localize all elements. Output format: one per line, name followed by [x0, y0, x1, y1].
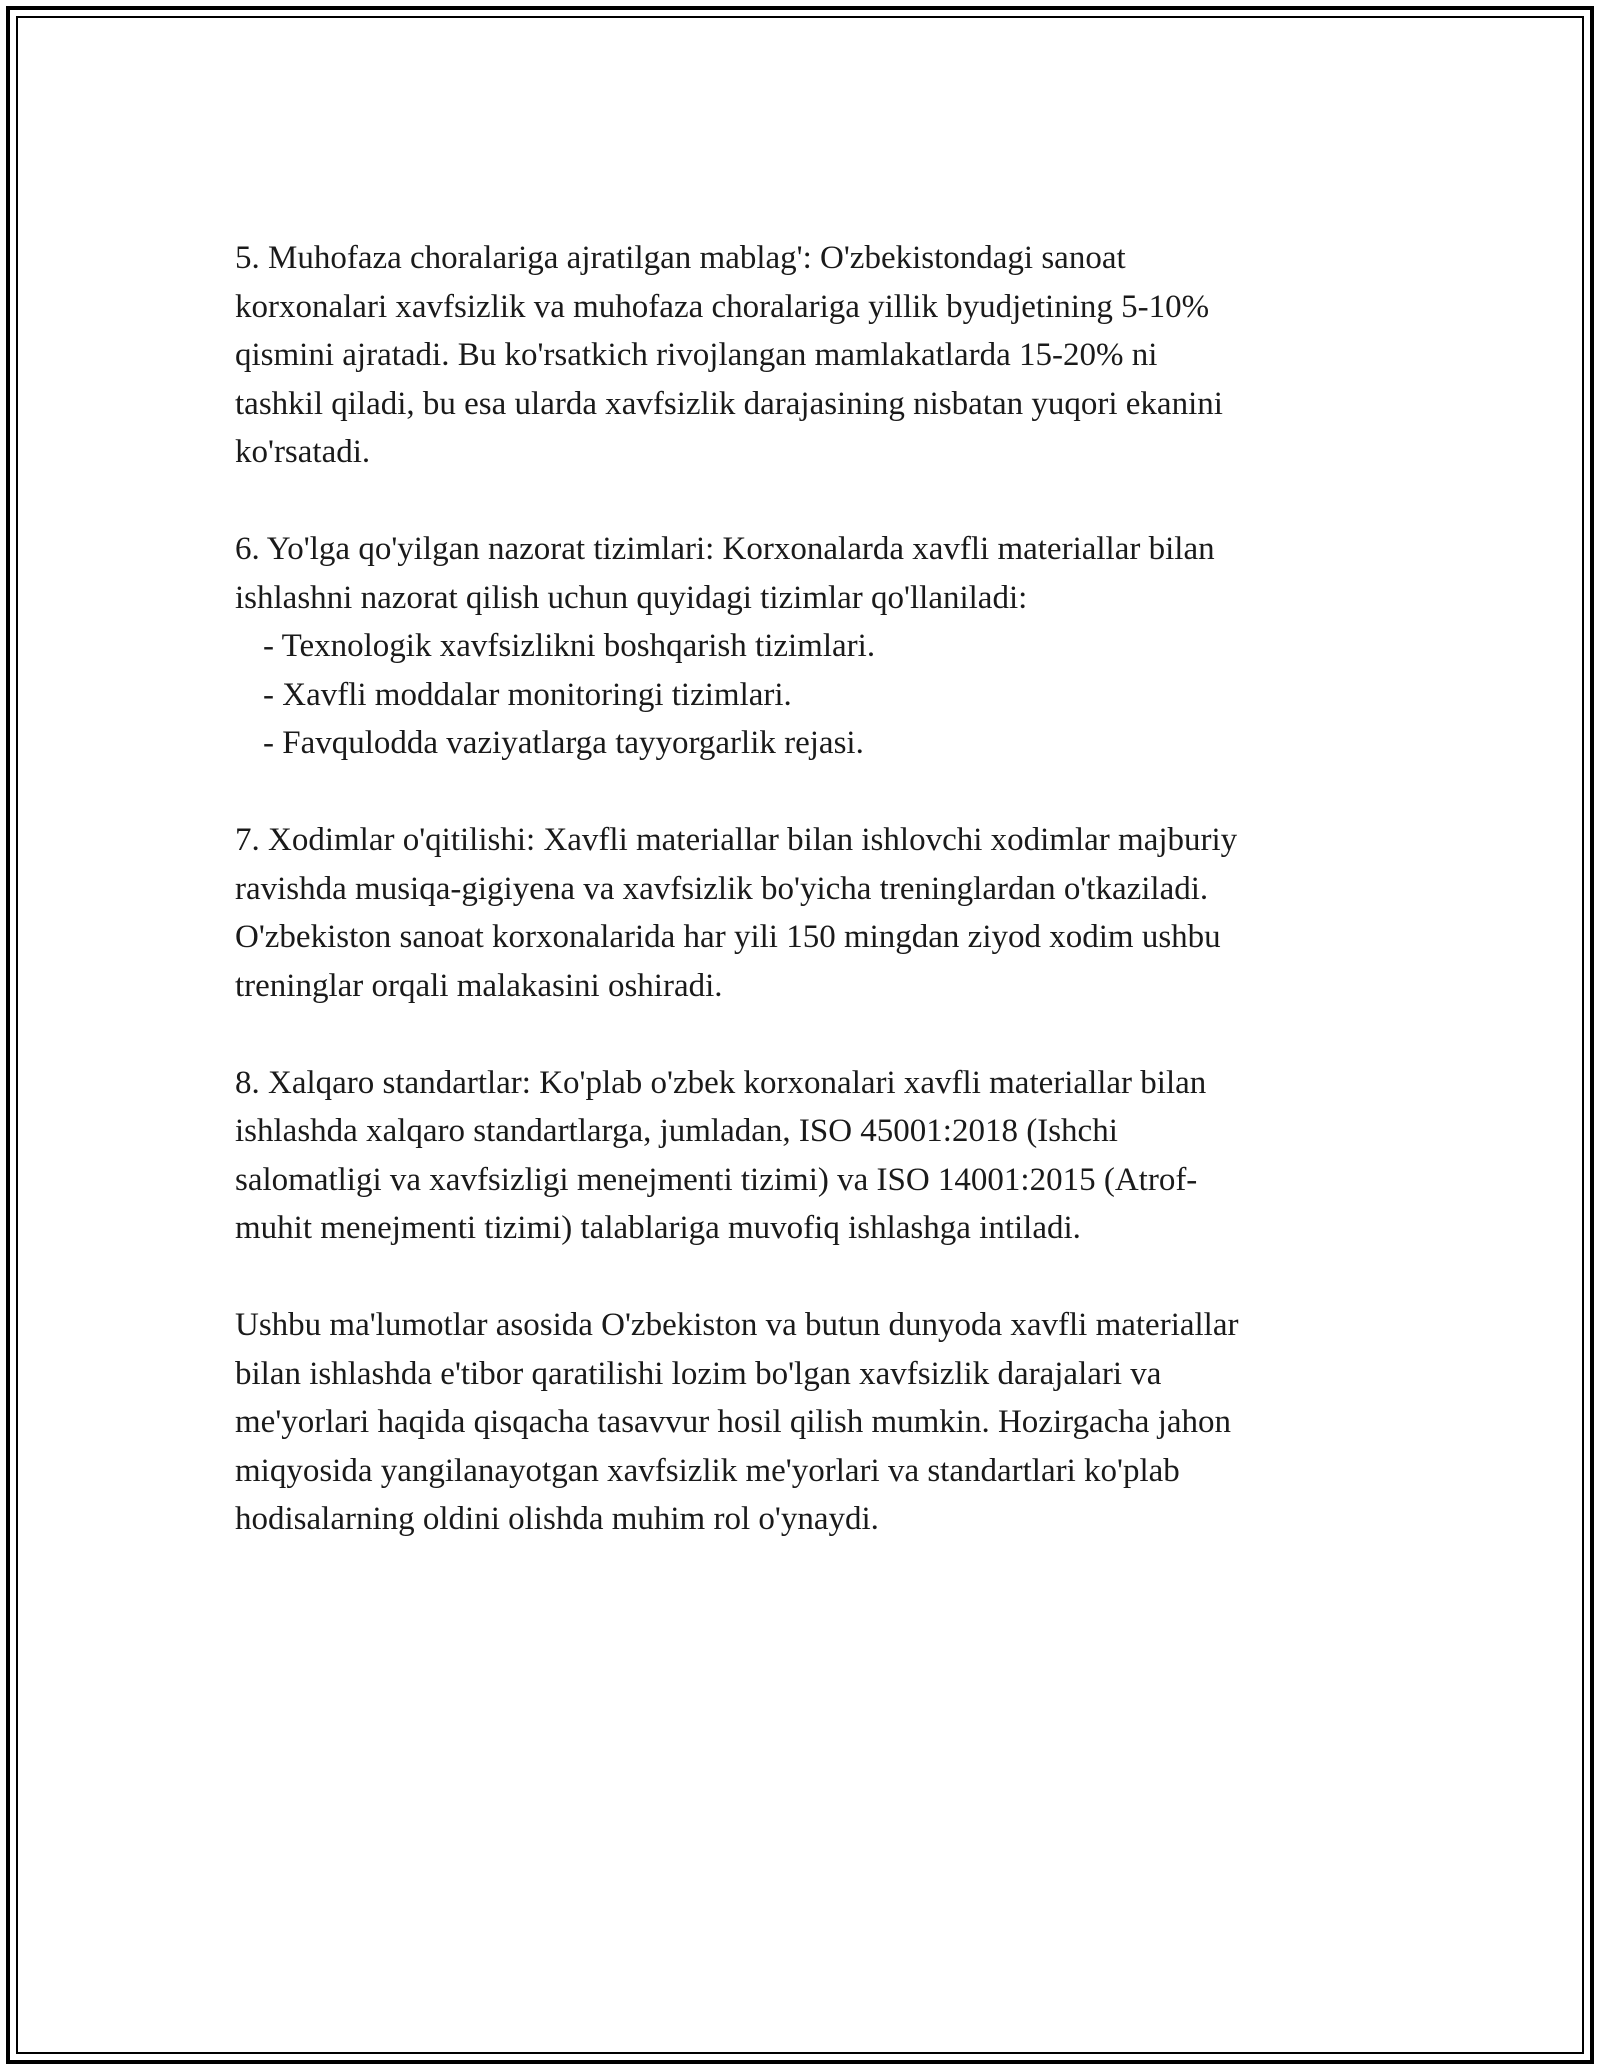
document-body: [235, 234, 1375, 1592]
text-line: muhit menejmenti tizimi) talablariga muvofiq ishlashga intiladi.: [235, 1210, 1081, 1246]
list-item: - Texnologik xavfsizlikni boshqarish tizimlari.: [263, 628, 876, 664]
text-line: O'zbekiston sanoat korxonalarida har yili 150 mingdan ziyod xodim ushbu: [235, 919, 1221, 955]
paragraph-nazorat-tizimlari: [235, 525, 1375, 768]
text-line: Ushbu ma'lumotlar asosida O'zbekiston va butun dunyoda xavfli materiallar: [235, 1307, 1239, 1343]
paragraph-muhofaza-mablag: [235, 234, 1375, 477]
text-line: ishlashni nazorat qilish uchun quyidagi tizimlar qo'llaniladi:: [235, 579, 1028, 616]
text-line: miqyosida yangilanayotgan xavfsizlik me'yorlari va standartlari ko'plab: [235, 1452, 1180, 1489]
list-item: - Favqulodda vaziyatlarga tayyorgarlik rejasi.: [263, 725, 864, 761]
text-line: hodisalarning oldini olishda muhim rol o'ynaydi.: [235, 1501, 879, 1537]
text-line: ko'rsatadi.: [235, 434, 371, 470]
paragraph-xalqaro-standartlar: [235, 1059, 1375, 1253]
text-line: 7. Xodimlar o'qitilishi: Xavfli materiallar bilan ishlovchi xodimlar majburiy: [235, 822, 1238, 858]
text-line: tashkil qiladi, bu esa ularda xavfsizlik darajasining nisbatan yuqori ekanini: [235, 385, 1223, 422]
text-line: korxonalari xavfsizlik va muhofaza choralariga yillik byudjetining 5-10%: [235, 288, 1210, 325]
paragraph-conclusion: [235, 1301, 1375, 1544]
text-line: treninglar orqali malakasini oshiradi.: [235, 967, 723, 1004]
text-line: salomatligi va xavfsizligi menejmenti tizimi) va ISO 14001:2015 (Atrof-: [235, 1161, 1198, 1198]
paragraph-xodimlar-oqitilishi: [235, 816, 1375, 1010]
text-line: ishlashda xalqaro standartlarga, jumladan, ISO 45001:2018 (Ishchi: [235, 1113, 1118, 1149]
text-line: me'yorlari haqida qisqacha tasavvur hosil qilish mumkin. Hozirgacha jahon: [235, 1404, 1232, 1440]
text-line: ravishda musiqa-gigiyena va xavfsizlik bo'yicha treninglardan o'tkaziladi.: [235, 870, 1209, 907]
text-line: 5. Muhofaza choralariga ajratilgan mablag': O'zbekistondagi sanoat: [235, 240, 1126, 276]
text-line: 8. Xalqaro standartlar: Ko'plab o'zbek korxonalari xavfli materiallar bilan: [235, 1064, 1207, 1101]
text-line: 6. Yo'lga qo'yilgan nazorat tizimlari: Korxonalarda xavfli materiallar bilan: [235, 531, 1215, 567]
text-line: qismini ajratadi. Bu ko'rsatkich rivojlangan mamlakatlarda 15-20% ni: [235, 337, 1158, 373]
list-item: - Xavfli moddalar monitoringi tizimlari.: [263, 676, 792, 713]
text-line: bilan ishlashda e'tibor qaratilishi lozim bo'lgan xavfsizlik darajalari va: [235, 1355, 1162, 1392]
